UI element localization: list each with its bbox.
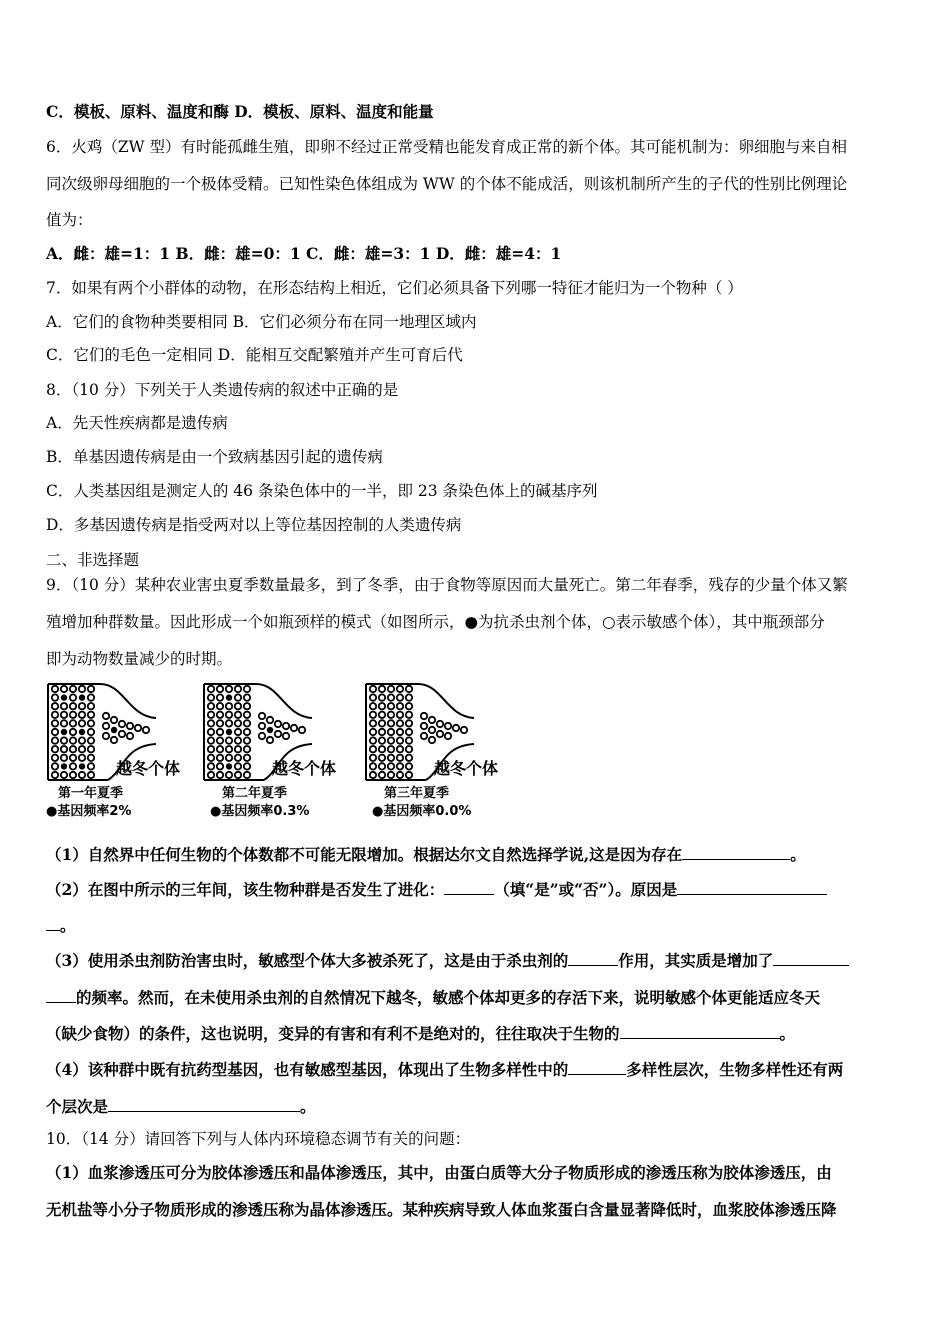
sensitive-individual — [406, 755, 412, 761]
section-heading: 二、非选择题 — [46, 551, 140, 569]
q5-options-cd: C．模板、原料、温度和酶 D．模板、原料、温度和能量 — [46, 102, 434, 121]
sensitive-individual — [379, 686, 385, 692]
sensitive-individual — [61, 686, 67, 692]
bottleneck-figure — [44, 676, 514, 826]
sensitive-individual — [370, 703, 376, 709]
q7-text: 7．如果有两个小群体的动物，在形态结构上相近，它们必须具备下列哪一特征才能归为一个物种（ ） — [46, 279, 743, 297]
q9-sub4-cont — [46, 1095, 908, 1117]
sensitive-individual — [397, 755, 403, 761]
resistant-individual — [79, 763, 85, 769]
resistant-individual — [79, 729, 85, 735]
sensitive-individual — [379, 729, 385, 735]
overwinter-individual — [429, 727, 435, 733]
panel-1-season: 第一年夏季 — [58, 786, 124, 801]
sensitive-individual — [235, 729, 241, 735]
sensitive-individual — [79, 712, 85, 718]
sensitive-individual — [52, 737, 58, 743]
sensitive-individual — [235, 755, 241, 761]
sensitive-individual — [370, 755, 376, 761]
q9-sub4 — [46, 1058, 908, 1080]
answer-blank-3[interactable] — [677, 878, 827, 895]
sensitive-individual — [52, 755, 58, 761]
sensitive-individual — [406, 729, 412, 735]
sensitive-individual — [70, 737, 76, 743]
sensitive-individual — [406, 686, 412, 692]
sensitive-individual — [208, 746, 214, 752]
sensitive-individual — [379, 763, 385, 769]
overwinter-individual — [111, 727, 117, 733]
sensitive-individual — [52, 729, 58, 735]
sensitive-individual — [226, 720, 232, 726]
overwinter-individual — [103, 723, 109, 729]
q9-sub3-cont2 — [46, 1022, 908, 1044]
sensitive-individual — [379, 746, 385, 752]
sensitive-individual — [226, 712, 232, 718]
sensitive-individual — [70, 720, 76, 726]
sensitive-individual — [88, 737, 94, 743]
sensitive-individual — [370, 772, 376, 778]
sensitive-individual — [388, 712, 394, 718]
sensitive-individual — [235, 686, 241, 692]
sensitive-individual — [217, 703, 223, 709]
q8-text: 8．（10 分）下列关于人类遗传病的叙述中正确的是 — [46, 381, 399, 399]
sensitive-individual — [208, 755, 214, 761]
overwinter-individual — [445, 723, 451, 729]
sensitive-individual — [88, 686, 94, 692]
sensitive-individual — [217, 737, 223, 743]
overwinter-individual — [429, 717, 435, 723]
overwinter-individual — [111, 717, 117, 723]
sensitive-individual — [379, 694, 385, 700]
sensitive-individual — [226, 746, 232, 752]
panel-2-frequency: ●基因频率0.3% — [210, 804, 310, 819]
overwinter-individual — [283, 723, 289, 729]
answer-blank-1[interactable] — [682, 843, 790, 860]
sensitive-individual — [70, 694, 76, 700]
sensitive-individual — [208, 703, 214, 709]
sensitive-individual — [406, 694, 412, 700]
sensitive-individual — [370, 729, 376, 735]
q9-sub2-mid: （填“是”或“否”）。原因是 — [494, 880, 678, 899]
q9-sub3-text: （3）使用杀虫剂防治害虫时，敏感型个体大多被杀死了，这是由于杀虫剂的 — [46, 951, 569, 970]
sensitive-individual — [397, 694, 403, 700]
sensitive-individual — [235, 763, 241, 769]
panel-2-season: 第二年夏季 — [222, 786, 288, 801]
sensitive-individual — [79, 737, 85, 743]
resistant-individual — [61, 729, 67, 735]
sensitive-individual — [52, 763, 58, 769]
sensitive-individual — [235, 720, 241, 726]
sensitive-individual — [88, 703, 94, 709]
overwinter-individual — [267, 727, 273, 733]
sensitive-individual — [208, 712, 214, 718]
sensitive-individual — [70, 746, 76, 752]
q6-text-3: 值为： — [46, 211, 93, 229]
sensitive-individual — [244, 755, 250, 761]
sensitive-individual — [70, 772, 76, 778]
overwinter-individual — [259, 723, 265, 729]
sensitive-individual — [208, 694, 214, 700]
sensitive-individual — [244, 694, 250, 700]
panel-1-label: 越冬个体 — [116, 759, 181, 778]
q9-sub2-cont — [46, 914, 908, 936]
overwinter-individual — [421, 723, 427, 729]
q6-text-1: 6．火鸡（ZW 型）有时能孤雌生殖，即卵不经过正常受精也能发育成正常的新个体。其可能机制为：卵细胞与来自相 — [46, 138, 847, 156]
sensitive-individual — [61, 703, 67, 709]
sensitive-individual — [397, 746, 403, 752]
sensitive-individual — [370, 694, 376, 700]
overwinter-individual — [119, 721, 125, 727]
sensitive-individual — [61, 737, 67, 743]
overwinter-individual — [283, 733, 289, 739]
sensitive-individual — [52, 772, 58, 778]
sensitive-individual — [397, 712, 403, 718]
overwinter-individual — [437, 731, 443, 737]
sensitive-individual — [235, 772, 241, 778]
sensitive-individual — [88, 729, 94, 735]
q10-sub1-2: 无机盐等小分子物质形成的渗透压称为晶体渗透压。某种疾病导致人体血浆蛋白含量显著降低时，血浆胶体渗透压降 — [46, 1200, 837, 1219]
overwinter-individual — [429, 737, 435, 743]
sensitive-individual — [79, 755, 85, 761]
sensitive-individual — [208, 737, 214, 743]
sensitive-individual — [61, 772, 67, 778]
sensitive-individual — [217, 746, 223, 752]
sensitive-individual — [406, 712, 412, 718]
sensitive-individual — [208, 763, 214, 769]
q9-sub2-end: 。 — [60, 916, 76, 935]
sensitive-individual — [88, 763, 94, 769]
q9-sub3-text-3: （缺少食物）的条件，这也说明，变异的有害和有利不是绝对的，往往取决于生物的 — [46, 1024, 620, 1043]
sensitive-individual — [406, 746, 412, 752]
overwinter-individual — [135, 725, 141, 731]
q8-option-d: D．多基因遗传病是指受两对以上等位基因控制的人类遗传病 — [46, 516, 462, 534]
sensitive-individual — [52, 746, 58, 752]
overwinter-individual — [111, 737, 117, 743]
overwinter-individual — [103, 713, 109, 719]
sensitive-individual — [397, 772, 403, 778]
answer-blank-8[interactable] — [108, 1095, 300, 1112]
sensitive-individual — [397, 737, 403, 743]
q9-sub1-text: （1）自然界中任何生物的个体数都不可能无限增加。根据达尔文自然选择学说,这是因为存在 — [46, 845, 683, 864]
resistant-individual — [226, 729, 232, 735]
q9-sub3-text-2: 的频率。然而，在未使用杀虫剂的自然情况下越冬，敏感个体却更多的存活下来，说明敏感个体更能适应冬天 — [76, 988, 821, 1007]
sensitive-individual — [379, 703, 385, 709]
overwinter-individual — [421, 733, 427, 739]
sensitive-individual — [208, 686, 214, 692]
panel-1-frequency: ●基因频率2% — [46, 804, 132, 819]
sensitive-individual — [61, 720, 67, 726]
sensitive-individual — [397, 720, 403, 726]
sensitive-individual — [217, 712, 223, 718]
resistant-individual — [61, 763, 67, 769]
sensitive-individual — [388, 746, 394, 752]
sensitive-individual — [88, 712, 94, 718]
sensitive-individual — [397, 686, 403, 692]
panel-3-frequency: ●基因频率0.0% — [372, 804, 472, 819]
sensitive-individual — [235, 737, 241, 743]
q6-options: A．雌：雄=1：1 B．雌：雄=0：1 C．雌：雄=3：1 D．雌：雄=4：1 — [46, 244, 562, 263]
sensitive-individual — [52, 686, 58, 692]
q9-sub3-cont — [46, 986, 908, 1008]
sensitive-individual — [61, 755, 67, 761]
overwinter-individual — [445, 733, 451, 739]
sensitive-individual — [217, 720, 223, 726]
sensitive-individual — [88, 694, 94, 700]
q9-sub1-end: 。 — [790, 845, 806, 864]
sensitive-individual — [244, 720, 250, 726]
sensitive-individual — [217, 694, 223, 700]
overwinter-individual — [291, 725, 297, 731]
sensitive-individual — [79, 686, 85, 692]
q9-sub4-end: 。 — [300, 1097, 316, 1116]
overwinter-individual — [103, 733, 109, 739]
answer-blank-5[interactable] — [773, 949, 849, 966]
sensitive-individual — [379, 712, 385, 718]
sensitive-individual — [397, 729, 403, 735]
sensitive-individual — [70, 763, 76, 769]
sensitive-individual — [70, 712, 76, 718]
sensitive-individual — [388, 703, 394, 709]
sensitive-individual — [52, 712, 58, 718]
q10-sub1-1: （1）血浆渗透压可分为胶体渗透压和晶体渗透压，其中，由蛋白质等大分子物质形成的渗透压称为胶体渗透压，由 — [46, 1163, 832, 1182]
sensitive-individual — [379, 755, 385, 761]
q7-options-ab: A．它们的食物种类要相同 B．它们必须分布在同一地理区域内 — [46, 313, 477, 331]
overwinter-individual — [143, 727, 149, 733]
sensitive-individual — [235, 712, 241, 718]
sensitive-individual — [397, 763, 403, 769]
sensitive-individual — [208, 729, 214, 735]
sensitive-individual — [88, 772, 94, 778]
sensitive-individual — [70, 729, 76, 735]
resistant-individual — [226, 694, 232, 700]
q7-options-cd: C．它们的毛色一定相同 D．能相互交配繁殖并产生可育后代 — [46, 346, 463, 364]
sensitive-individual — [208, 720, 214, 726]
q9-sub4-text: （4）该种群中既有抗药型基因，也有敏感型基因，体现出了生物多样性中的 — [46, 1060, 569, 1079]
answer-blank-2[interactable] — [444, 878, 494, 895]
sensitive-individual — [226, 772, 232, 778]
sensitive-individual — [244, 772, 250, 778]
overwinter-individual — [259, 713, 265, 719]
sensitive-individual — [406, 772, 412, 778]
sensitive-individual — [379, 737, 385, 743]
sensitive-individual — [79, 720, 85, 726]
answer-blank-6[interactable] — [620, 1022, 780, 1039]
sensitive-individual — [217, 686, 223, 692]
overwinter-individual — [461, 727, 467, 733]
overwinter-individual — [421, 713, 427, 719]
sensitive-individual — [244, 737, 250, 743]
q9-sub1 — [46, 843, 908, 865]
sensitive-individual — [388, 772, 394, 778]
resistant-individual — [226, 763, 232, 769]
q9-sub3-mid: 作用，其实质是增加了 — [618, 951, 774, 970]
sensitive-individual — [79, 703, 85, 709]
answer-blank-3-cont[interactable] — [46, 914, 60, 931]
sensitive-individual — [70, 686, 76, 692]
sensitive-individual — [217, 729, 223, 735]
sensitive-individual — [217, 755, 223, 761]
sensitive-individual — [370, 712, 376, 718]
sensitive-individual — [88, 746, 94, 752]
overwinter-individual — [267, 717, 273, 723]
sensitive-individual — [226, 703, 232, 709]
sensitive-individual — [244, 712, 250, 718]
sensitive-individual — [88, 720, 94, 726]
q9-sub2-text: （2）在图中所示的三年间，该生物种群是否发生了进化： — [46, 880, 445, 899]
q9-sub3-end: 。 — [779, 1024, 796, 1043]
q9-text-3: 即为动物数量减少的时期。 — [46, 650, 233, 668]
sensitive-individual — [370, 746, 376, 752]
overwinter-individual — [453, 725, 459, 731]
q9-sub4-mid: 多样性层次，生物多样性还有两 — [626, 1060, 844, 1079]
sensitive-individual — [379, 772, 385, 778]
overwinter-individual — [267, 737, 273, 743]
sensitive-individual — [244, 686, 250, 692]
overwinter-individual — [275, 721, 281, 727]
sensitive-individual — [397, 703, 403, 709]
q8-option-a: A．先天性疾病都是遗传病 — [46, 414, 228, 432]
sensitive-individual — [406, 763, 412, 769]
q9-text-1: 9．（10 分）某种农业害虫夏季数量最多，到了冬季，由于食物等原因而大量死亡。第二年春季，残存的少量个体又繁 — [46, 576, 848, 594]
sensitive-individual — [406, 737, 412, 743]
sensitive-individual — [79, 772, 85, 778]
sensitive-individual — [370, 737, 376, 743]
sensitive-individual — [406, 703, 412, 709]
sensitive-individual — [388, 729, 394, 735]
resistant-individual — [79, 694, 85, 700]
sensitive-individual — [88, 755, 94, 761]
sensitive-individual — [370, 686, 376, 692]
overwinter-individual — [127, 733, 133, 739]
sensitive-individual — [370, 763, 376, 769]
sensitive-individual — [217, 772, 223, 778]
q10-text: 10．（14 分）请回答下列与人体内环境稳态调节有关的问题： — [46, 1130, 471, 1148]
sensitive-individual — [235, 746, 241, 752]
answer-blank-4[interactable] — [568, 949, 618, 966]
q8-option-c: C．人类基因组是测定人的 46 条染色体中的一半，即 23 条染色体上的碱基序列 — [46, 482, 598, 500]
panel-3-label: 越冬个体 — [434, 759, 499, 778]
panel-3-season: 第三年夏季 — [384, 786, 450, 801]
overwinter-individual — [275, 731, 281, 737]
sensitive-individual — [244, 746, 250, 752]
sensitive-individual — [388, 763, 394, 769]
overwinter-individual — [259, 733, 265, 739]
resistant-individual — [61, 694, 67, 700]
sensitive-individual — [388, 737, 394, 743]
sensitive-individual — [70, 755, 76, 761]
sensitive-individual — [226, 737, 232, 743]
sensitive-individual — [226, 686, 232, 692]
answer-blank-5-cont[interactable] — [46, 986, 76, 1003]
sensitive-individual — [235, 703, 241, 709]
sensitive-individual — [370, 720, 376, 726]
overwinter-individual — [127, 723, 133, 729]
sensitive-individual — [208, 772, 214, 778]
sensitive-individual — [70, 703, 76, 709]
sensitive-individual — [52, 694, 58, 700]
sensitive-individual — [388, 694, 394, 700]
sensitive-individual — [52, 720, 58, 726]
sensitive-individual — [79, 746, 85, 752]
sensitive-individual — [388, 686, 394, 692]
sensitive-individual — [379, 720, 385, 726]
overwinter-individual — [299, 727, 305, 733]
sensitive-individual — [388, 720, 394, 726]
sensitive-individual — [244, 703, 250, 709]
sensitive-individual — [217, 763, 223, 769]
q9-text-2: 殖增加种群数量。因此形成一个如瓶颈样的模式（如图所示，●为抗杀虫剂个体，○表示敏感个体），其中瓶颈部分 — [46, 613, 825, 631]
panel-2-label: 越冬个体 — [272, 759, 337, 778]
overwinter-individual — [119, 731, 125, 737]
q9-sub2 — [46, 878, 908, 900]
sensitive-individual — [235, 694, 241, 700]
sensitive-individual — [388, 755, 394, 761]
q9-sub3 — [46, 949, 908, 971]
overwinter-individual — [437, 721, 443, 727]
sensitive-individual — [244, 763, 250, 769]
q9-sub4-text-2: 个层次是 — [46, 1097, 109, 1116]
sensitive-individual — [61, 712, 67, 718]
sensitive-individual — [52, 703, 58, 709]
q6-text-2: 同次级卵母细胞的一个极体受精。已知性染色体组成为 WW 的个体不能成活，则该机制所产生的子代的性别比例理论 — [46, 175, 848, 193]
sensitive-individual — [406, 720, 412, 726]
answer-blank-7[interactable] — [568, 1058, 626, 1075]
sensitive-individual — [61, 746, 67, 752]
q8-option-b: B．单基因遗传病是由一个致病基因引起的遗传病 — [46, 448, 383, 466]
sensitive-individual — [244, 729, 250, 735]
sensitive-individual — [226, 755, 232, 761]
